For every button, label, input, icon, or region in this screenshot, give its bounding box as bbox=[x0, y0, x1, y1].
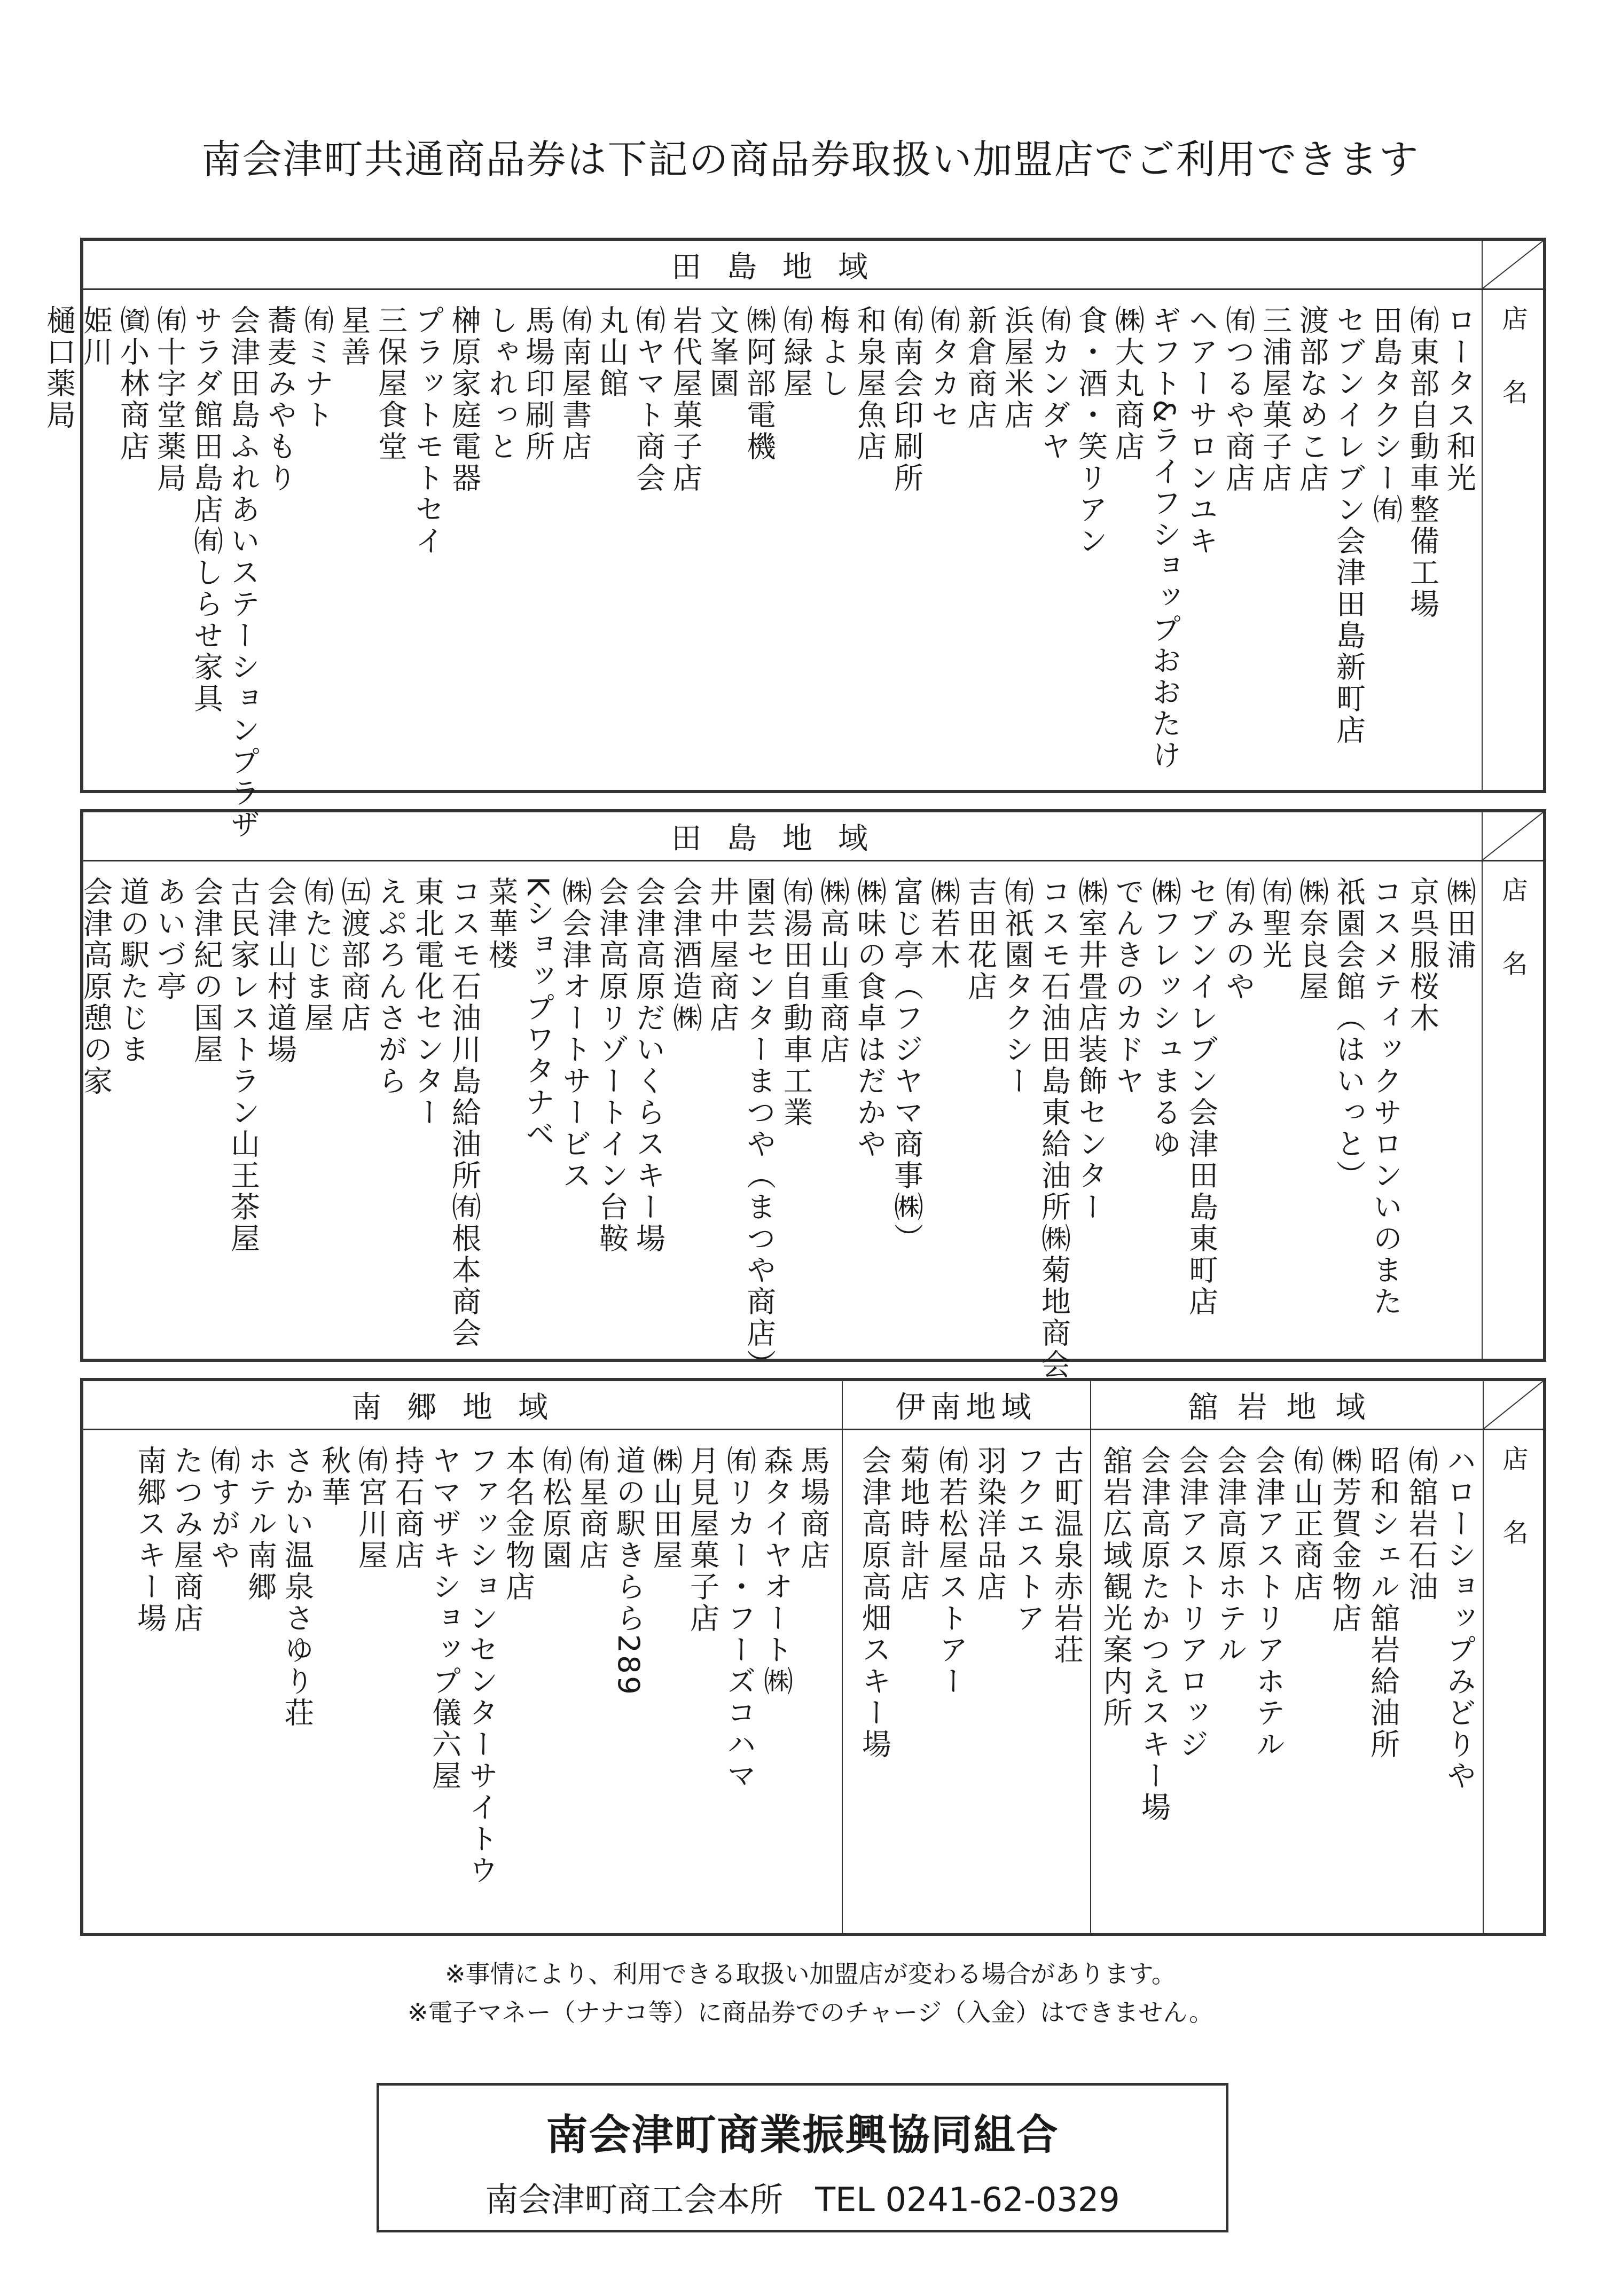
shop-name: 古民家レストラン山王茶屋 bbox=[226, 876, 260, 1255]
region-header-inan: 伊南地域 bbox=[842, 1381, 1090, 1430]
shop-name: 馬場印刷所 bbox=[521, 305, 555, 463]
shop-name: 祇園会館（はいっと） bbox=[1332, 876, 1366, 1192]
shop-name: ㈲若松屋ストアー bbox=[934, 1445, 968, 1697]
shop-name: ㈱大丸商店 bbox=[1110, 305, 1145, 463]
shop-name: 会津田島ふれあいステーションプラザ bbox=[226, 305, 260, 841]
shop-name: 星善 bbox=[336, 305, 371, 368]
shop-name: 会津高原高畑スキー場 bbox=[857, 1445, 891, 1760]
name-column bbox=[1482, 241, 1543, 790]
shop-name: 菜華楼 bbox=[484, 876, 518, 971]
shop-name: ㈲山正商店 bbox=[1289, 1445, 1324, 1603]
shop-name: ㈱会津オートサービス bbox=[558, 876, 592, 1192]
shop-name: コスモ石油川島給油所㈲根本商会 bbox=[447, 876, 481, 1349]
shop-name: 姫川 bbox=[79, 305, 113, 368]
shop-name: ㈲タカセ bbox=[926, 305, 960, 431]
header-diagonal bbox=[1483, 241, 1543, 290]
shop-name: ㈱田浦 bbox=[1442, 876, 1476, 971]
shop-name: ㈲すがや bbox=[206, 1445, 240, 1571]
shop-name: 文峯園 bbox=[705, 305, 739, 399]
shop-name: ㈲みのや bbox=[1221, 876, 1255, 1002]
shop-name: ㈲星商店 bbox=[575, 1445, 609, 1571]
shop-name: ㈱味の食卓はだかや bbox=[852, 876, 887, 1160]
shop-name: 田島タクシー㈲ bbox=[1368, 305, 1403, 526]
shop-name: たつみ屋商店 bbox=[169, 1445, 203, 1634]
shop-name: 古町温泉赤岩荘 bbox=[1050, 1445, 1084, 1666]
shop-name: 道の駅きらら289 bbox=[612, 1445, 646, 1697]
phone-number: TEL 0241-62-0329 bbox=[815, 2180, 1120, 2219]
shop-name: ㈲ミナト bbox=[300, 305, 334, 431]
shop-name: 新倉商店 bbox=[963, 305, 997, 431]
shop-name: サラダ館田島店㈲しらせ家具 bbox=[189, 305, 223, 715]
region-header: 田島地域 bbox=[83, 241, 1482, 290]
shop-name: 樋口薬局 bbox=[42, 305, 76, 431]
shop-name: 道の駅たじま bbox=[115, 876, 150, 1065]
column-divider bbox=[1090, 1381, 1091, 1933]
shop-name: ㈱山田屋 bbox=[648, 1445, 683, 1571]
shop-name: 南郷スキー場 bbox=[132, 1445, 167, 1634]
shop-name: ホテル南郷 bbox=[243, 1445, 277, 1603]
shop-name: 岩代屋菓子店 bbox=[668, 305, 702, 494]
shop-name: ㈲リカー・フーズコハマ bbox=[722, 1445, 756, 1792]
shop-name: ㈲東部自動車整備工場 bbox=[1405, 305, 1439, 620]
shop-name: 会津高原リゾートイン台鞍 bbox=[594, 876, 629, 1255]
note-line: ※事情により、利用できる取扱い加盟店が変わる場合があります。 bbox=[445, 1960, 1176, 1988]
shop-name: ㈾小林商店 bbox=[115, 305, 150, 463]
organization-name: 南会津町商業振興協同組合 bbox=[546, 2111, 1059, 2159]
shop-name: フクエストア bbox=[1011, 1445, 1045, 1634]
shop-name: しゃれっと bbox=[484, 305, 518, 463]
shop-name: 和泉屋魚店 bbox=[852, 305, 887, 463]
shop-name: 会津山村道場 bbox=[263, 876, 297, 1065]
shop-name: 富じ亭（フジヤマ商事㈱） bbox=[889, 876, 923, 1255]
shop-name: ㈱室井畳店装飾センター bbox=[1074, 876, 1108, 1223]
shop-name: コスモ石油田島東給油所㈱菊地商会 bbox=[1037, 876, 1071, 1381]
name-column-label: 店名 bbox=[1498, 305, 1528, 452]
column-divider bbox=[842, 1381, 843, 1933]
shop-name: 会津高原ホテル bbox=[1213, 1445, 1247, 1666]
shop-name: 井中屋商店 bbox=[705, 876, 739, 1034]
notes bbox=[0, 1955, 1621, 2032]
page-title: 南会津町共通商品券は下記の商品券取扱い加盟店でご利用できます bbox=[201, 137, 1420, 183]
shop-name: ㈲宮川屋 bbox=[354, 1445, 388, 1571]
name-column-label: 店名 bbox=[1498, 1445, 1528, 1593]
shop-name: 園芸センターまつや（まつや商店） bbox=[742, 876, 776, 1381]
shop-list-nango bbox=[132, 1445, 831, 1922]
shop-name: 吉田花店 bbox=[963, 876, 997, 1002]
shop-name: 秋華 bbox=[317, 1445, 351, 1508]
shop-name: ㈲聖光 bbox=[1258, 876, 1292, 971]
shop-name: 会津アストリアホテル bbox=[1251, 1445, 1286, 1760]
shop-name: 会津アストリアロッジ bbox=[1174, 1445, 1209, 1760]
shop-name: ㈲祇園タクシー bbox=[1000, 876, 1034, 1097]
shop-name: ㈲南屋書店 bbox=[558, 305, 592, 463]
shop-name: ㈱奈良屋 bbox=[1295, 876, 1329, 1002]
region-table-tajima-1 bbox=[42, 238, 1546, 841]
shop-name: 三保屋食堂 bbox=[373, 305, 408, 463]
shop-name: 京呉服桜木 bbox=[1405, 876, 1439, 1034]
shop-name: 会津高原たかつえスキー場 bbox=[1137, 1445, 1171, 1823]
shop-name: 浜屋米店 bbox=[1000, 305, 1034, 431]
shop-name: ヘアーサロンユキ bbox=[1184, 305, 1218, 557]
shop-name: ㈱高山重商店 bbox=[816, 876, 850, 1065]
organization-contact bbox=[379, 2173, 1226, 2221]
shop-name: プラットモトセイ bbox=[410, 305, 444, 557]
shop-name: ㈲十字堂薬局 bbox=[152, 305, 186, 494]
shop-name: ㈤渡部商店 bbox=[336, 876, 371, 1034]
shop-name: 森タイヤオート㈱ bbox=[759, 1445, 793, 1697]
region-header-tateiwa: 舘岩地域 bbox=[1090, 1381, 1483, 1430]
shop-name: セブンイレブン会津田島東町店 bbox=[1184, 876, 1218, 1318]
header-diagonal bbox=[1484, 1381, 1543, 1430]
shop-list-tateiwa bbox=[1095, 1445, 1477, 1922]
shop-name: 舘岩広域観光案内所 bbox=[1098, 1445, 1133, 1729]
organization-box bbox=[377, 2083, 1228, 2232]
shop-name: 会津高原だいくらスキー場 bbox=[631, 876, 665, 1255]
shop-name: セブンイレブン会津田島新町店 bbox=[1332, 305, 1366, 746]
shop-name: コスメティックサロンいのまた bbox=[1368, 876, 1403, 1318]
name-column bbox=[1482, 812, 1543, 1359]
shop-name: 丸山館 bbox=[594, 305, 629, 399]
shop-name: 菊地時計店 bbox=[896, 1445, 930, 1603]
name-column-label: 店名 bbox=[1498, 876, 1528, 1024]
shop-name: ㈲舘岩石油 bbox=[1404, 1445, 1438, 1603]
shop-list bbox=[79, 876, 1477, 1381]
shop-name: ㈲緑屋 bbox=[779, 305, 813, 399]
note-line: ※電子マネー（ナナコ等）に商品券でのチャージ（入金）はできません。 bbox=[407, 1998, 1214, 2027]
shop-name: ヤマザキショップ儀六屋 bbox=[427, 1445, 461, 1792]
shop-name: 蕎麦みやもり bbox=[263, 305, 297, 494]
shop-name: 三浦屋菓子店 bbox=[1258, 305, 1292, 494]
shop-name: ㈲ヤマト商会 bbox=[631, 305, 665, 494]
shop-name: ㈲南会印刷所 bbox=[889, 305, 923, 494]
shop-name: Kショップワタナベ bbox=[521, 876, 555, 1150]
shop-name: えぷろんさがら bbox=[373, 876, 408, 1097]
shop-name: 月見屋菓子店 bbox=[685, 1445, 719, 1634]
shop-name: 食・酒・笑リアン bbox=[1074, 305, 1108, 557]
shop-name: 会津酒造㈱ bbox=[668, 876, 702, 1034]
shop-name: さかい温泉さゆり荘 bbox=[280, 1445, 314, 1729]
region-header-nango: 南郷地域 bbox=[83, 1381, 842, 1430]
shop-name: 会津紀の国屋 bbox=[189, 876, 223, 1065]
shop-name: ㈲松原園 bbox=[538, 1445, 572, 1571]
shop-name: 榊原家庭電器 bbox=[447, 305, 481, 494]
shop-name: ロータス和光 bbox=[1442, 305, 1476, 494]
region-header: 田島地域 bbox=[83, 812, 1482, 861]
shop-name: ファッションセンターサイトウ bbox=[464, 1445, 498, 1886]
shop-name: ㈲カンダヤ bbox=[1037, 305, 1071, 463]
shop-name: 会津高原憩の家 bbox=[79, 876, 113, 1097]
region-table-tajima-2 bbox=[79, 809, 1546, 1381]
shop-name: 持石商店 bbox=[390, 1445, 425, 1571]
shop-name: でんきのカドヤ bbox=[1110, 876, 1145, 1097]
header-diagonal bbox=[1483, 812, 1543, 861]
office-name: 南会津町商工会本所 bbox=[485, 2180, 784, 2219]
shop-name: ㈲たじま屋 bbox=[300, 876, 334, 1034]
shop-name: ギフト&ライフショップおおたけ bbox=[1147, 305, 1181, 771]
shop-name: 馬場商店 bbox=[796, 1445, 830, 1571]
shop-name: ㈲つるや商店 bbox=[1221, 305, 1255, 494]
shop-name: 本名金物店 bbox=[501, 1445, 535, 1603]
region-table-south bbox=[80, 1378, 1546, 1936]
shop-name: ㈲湯田自動車工業 bbox=[779, 876, 813, 1129]
name-column bbox=[1483, 1381, 1543, 1933]
shop-name: 東北電化センター bbox=[410, 876, 444, 1129]
shop-name: あいづ亭 bbox=[152, 876, 186, 1002]
shop-name: ハローショップみどりや bbox=[1442, 1445, 1476, 1792]
shop-name: ㈱阿部電機 bbox=[742, 305, 776, 463]
shop-name: 羽染洋品店 bbox=[973, 1445, 1007, 1603]
shop-name: ㈱フレッシュまるゆ bbox=[1147, 876, 1181, 1160]
shop-name: ㈱芳賀金物店 bbox=[1327, 1445, 1362, 1634]
shop-list-inan bbox=[847, 1445, 1085, 1922]
shop-name: 渡部なめこ店 bbox=[1295, 305, 1329, 494]
shop-name: 梅よし bbox=[816, 305, 850, 399]
shop-name: ㈱若木 bbox=[926, 876, 960, 971]
shop-name: 昭和シェル舘岩給油所 bbox=[1366, 1445, 1400, 1760]
